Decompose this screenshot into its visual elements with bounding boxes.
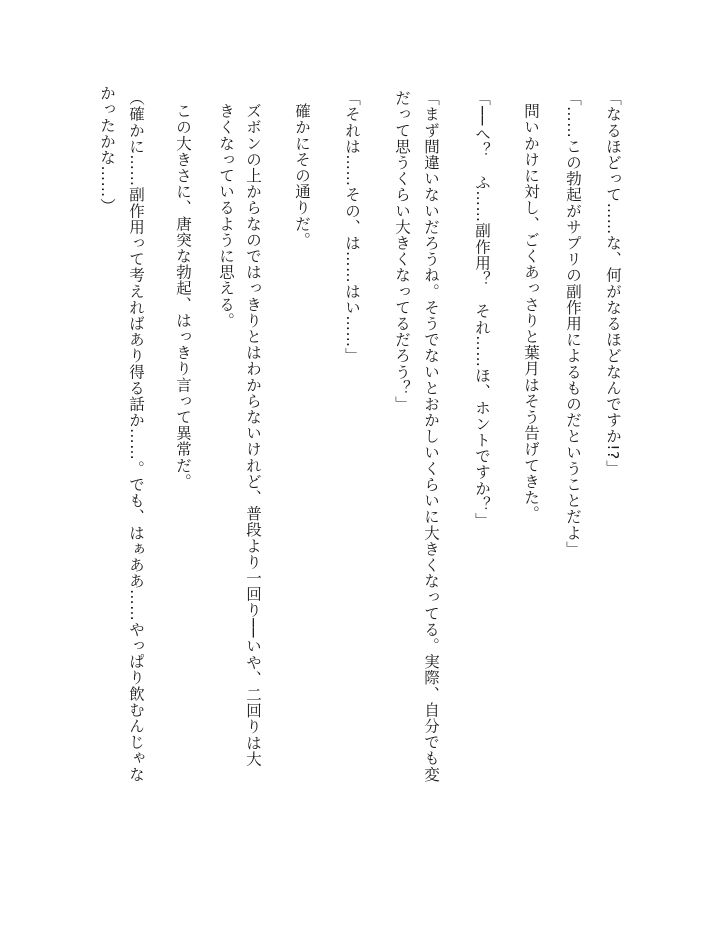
text-line-5: 「まず間違いないだろうね。そうでないとおかしいくらいに大きくなってる。実際、自分でも変 — [422, 90, 440, 783]
text-line-4: 「──へ？ ふ……副作用？ それ……ほ、ホントですか？」 — [473, 90, 491, 529]
text-line-6: だって思うくらい大きくなってるだろう？」 — [393, 90, 411, 412]
text-line-10: きくなっているように思える。 — [217, 103, 235, 329]
text-line-1: 「なるほどって……な、何がなるほどなんですか!?」 — [604, 90, 622, 476]
text-line-3: 問いかけに対し、ごくあっさりと葉月はそう告げてきた。 — [522, 103, 540, 522]
text-line-11: この大きさに、唐突な勃起、はっきり言って異常だ。 — [174, 103, 192, 490]
text-line-9: ズボンの上からなのではっきりとはわからないけれど、普段より一回り──いや、二回りは大 — [244, 103, 262, 767]
text-line-7: 「それは……その、は……はい……」 — [343, 90, 361, 364]
text-line-2: 「……この勃起がサプリの副作用によるものだということだよ」 — [564, 90, 582, 557]
text-line-8: 確かにその通りだ。 — [293, 103, 311, 248]
text-line-13: かったかな……） — [98, 85, 116, 214]
text-line-12: （確かに……副作用って考えればあり得る話か……。でも、はぁああ……やっぱり飲むんじゃな — [127, 90, 145, 783]
